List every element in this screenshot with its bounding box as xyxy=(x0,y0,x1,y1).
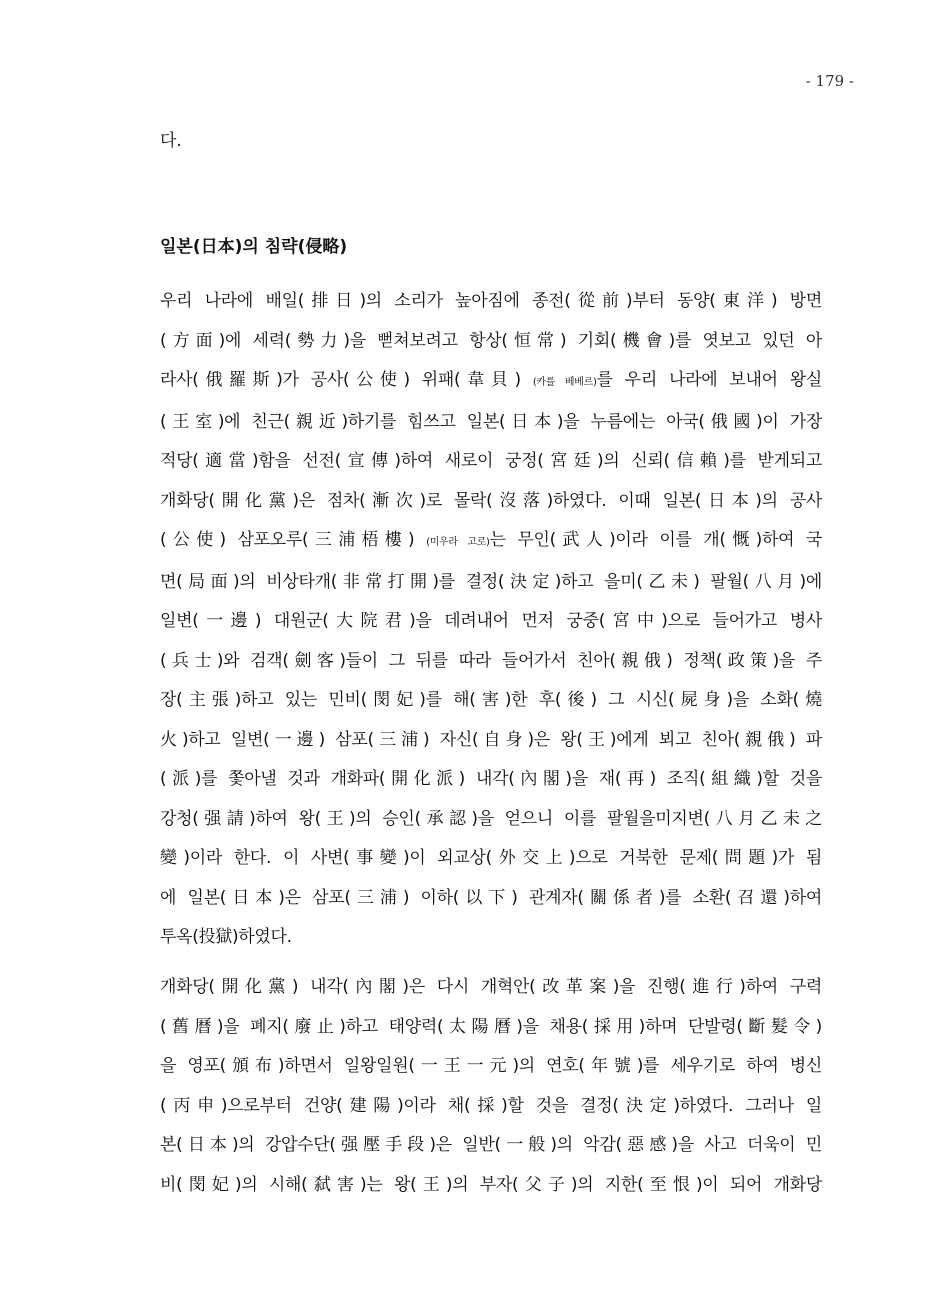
lead-text: 다. xyxy=(160,131,182,151)
text-line: (方面)에 세력(勢力)을 뻗쳐보려고 항상(恒常) 기회(機會)를 엿보고 있던 아 xyxy=(160,330,822,351)
text-line: (兵士)와 검객(劍客)들이 그 뒤를 따라 들어가서 친아(親俄) 정책(政策)을 주 xyxy=(160,650,822,671)
reading-annotation: (카를 베베르) xyxy=(532,377,597,388)
reading-annotation: (미우라 고로) xyxy=(426,537,490,548)
text-line: 에 일본(日本)은 삼포(三浦) 이하(以下) 관계자(關係者)를 소환(召還)하여 xyxy=(160,887,822,908)
text-line: 강청(强請)하여 왕(王)의 승인(承認)을 얻으니 이를 팔월을미지변(八月乙未之 xyxy=(160,808,822,829)
page-number: - 179 - xyxy=(805,72,854,90)
text-line: (丙申)으로부터 건양(建陽)이라 채(採)할 것을 결정(決定)하였다. 그러나 일 xyxy=(160,1095,822,1116)
text-line: 면(局面)의 비상타개(非常打開)를 결정(決定)하고 을미(乙未) 팔월(八月)에 xyxy=(160,571,822,592)
text-line xyxy=(160,361,822,403)
text-line: (王室)에 친근(親近)하기를 힘쓰고 일본(日本)을 누름에는 아국(俄國)이 가장 xyxy=(160,411,822,432)
text-segment: 를 우리 나라에 보내어 왕실 xyxy=(596,370,822,390)
text-line: 火)하고 일변(一邊) 삼포(三浦) 자신(自身)은 왕(王)에게 뵈고 친아(親俄) 파 xyxy=(160,729,822,750)
text-line: 비(閔妃)의 시해(弑害)는 왕(王)의 부자(父子)의 지한(至恨)이 되어 개화당 xyxy=(160,1174,822,1195)
text-line: 일변(一邊) 대원군(大院君)을 데려내어 먼저 궁중(宮中)으로 들어가고 병사 xyxy=(160,611,822,631)
paragraph-2 xyxy=(160,968,822,1205)
text-line xyxy=(160,521,822,563)
text-line: 을 영포(頒布)하면서 일왕일원(一王一元)의 연호(年號)를 세우기로 하여 병신 xyxy=(160,1056,822,1076)
text-line: 개화당(開化黨) 내각(內閣)은 다시 개혁안(改革案)을 진행(進行)하여 구력 xyxy=(160,977,822,997)
text-line: 개화당(開化黨)은 점차(漸次)로 몰락(沒落)하였다. 이때 일본(日本)의 공사 xyxy=(160,490,822,511)
text-segment: 는 무인(武人)이라 이를 개(慨)하여 국 xyxy=(489,530,823,550)
text-line: 적당(適當)함을 선전(宣傳)하여 새로이 궁정(宮廷)의 신뢰(信賴)를 받게되고 xyxy=(160,451,822,471)
text-line: 우리 나라에 배일(排日)의 소리가 높아짐에 종전(從前)부터 동양(東洋) 방면 xyxy=(160,291,822,311)
text-line: 본(日本)의 강압수단(强壓手段)은 일반(一般)의 악감(惡感)을 사고 더욱이 민 xyxy=(160,1135,822,1155)
text-line: (派)를 쫓아낼 것과 개화파(開化派) 내각(內閣)을 재(再) 조직(組織)할 것을 xyxy=(160,769,822,789)
text-line: (舊曆)을 폐지(廢止)하고 태양력(太陽曆)을 채용(採用)하며 단발령(斷髮令) xyxy=(160,1016,822,1037)
section-heading: 일본(日本)의 침략(侵略) xyxy=(160,237,348,257)
text-line: 變)이라 한다. 이 사변(事變)이 외교상(外交上)으로 거북한 문제(問題)가 됨 xyxy=(160,848,822,868)
text-line: 투옥(投獄)하였다. xyxy=(160,927,292,947)
paragraph-1 xyxy=(160,282,822,958)
text-segment: (公使) 삼포오루(三浦梧樓) xyxy=(160,530,415,550)
text-line: 장(主張)하고 있는 민비(閔妃)를 해(害)한 후(後) 그 시신(屍身)을 소화(燒 xyxy=(160,690,822,710)
text-segment: 라사(俄羅斯)가 공사(公使) 위패(韋貝) xyxy=(160,370,521,390)
